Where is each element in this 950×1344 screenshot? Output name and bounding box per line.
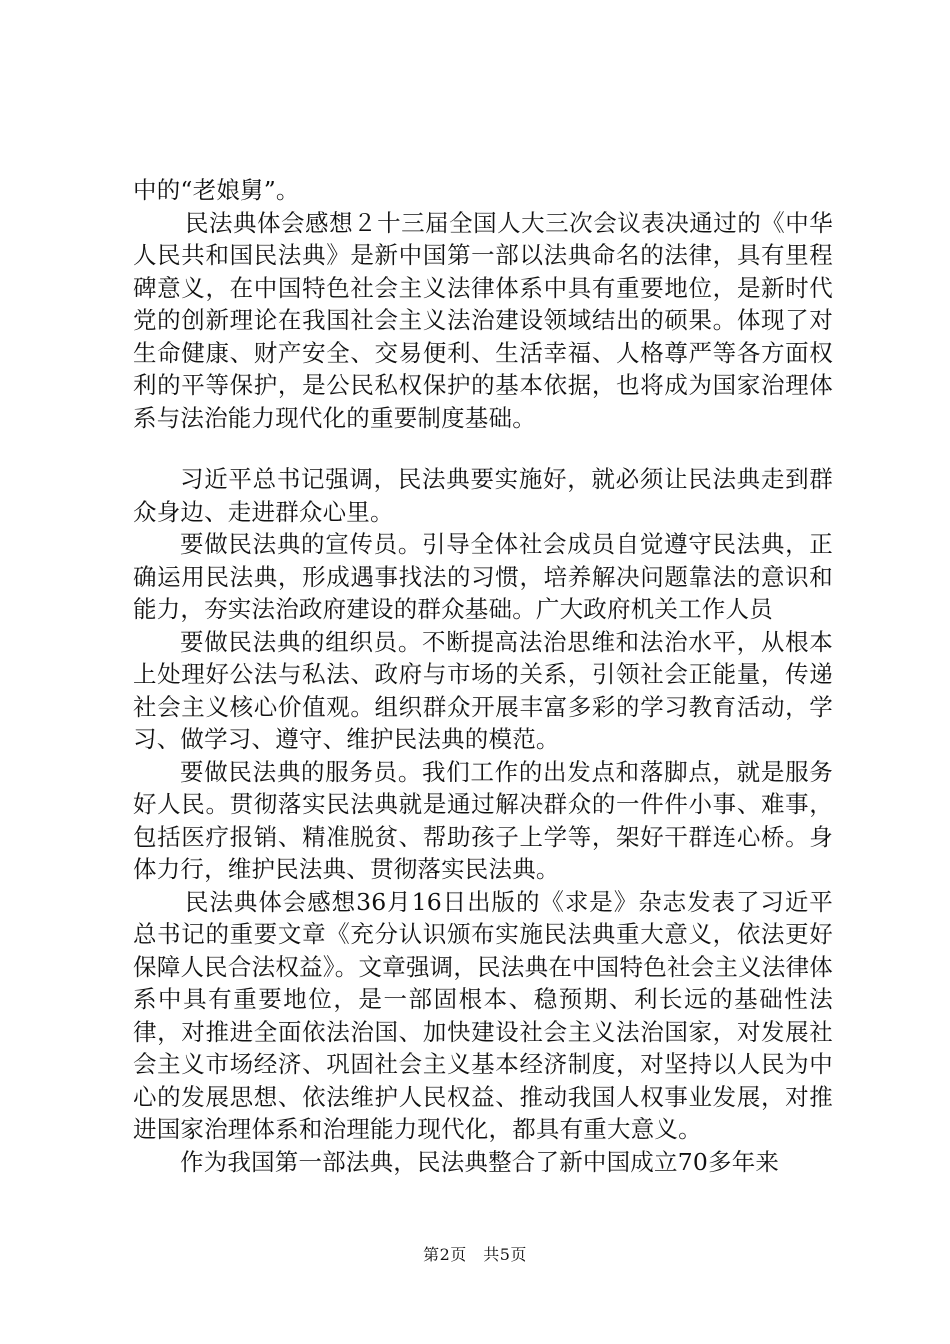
paragraph-continuation: 中的“老娘舅”。 xyxy=(133,176,300,204)
paragraph-xi-emphasis: 习近平总书记强调，民法典要实施好，就必须让民法典走到群众身边、走进群众心里。 xyxy=(133,465,833,526)
paragraph-organizer: 要做民法典的组织员。不断提高法治思维和法治水平，从根本上处理好公法与私法、政府与市场的关系，引领社会正能量，传递社会主义核心价值观。组织群众开展丰富多彩的学习教育活动，学习、做学习、遵守、维护民法典的模范。 xyxy=(133,627,833,753)
document-body xyxy=(133,174,833,1178)
paragraph-publicist: 要做民法典的宣传员。引导全体社会成员自觉遵守民法典，正确运用民法典，形成遇事找法的习惯，培养解决问题靠法的意识和能力，夯实法治政府建设的群众基础。广大政府机关工作人员 xyxy=(133,530,833,623)
paragraph-first-code: 作为我国第一部法典，民法典整合了新中国成立70多年来 xyxy=(180,1147,780,1176)
paragraph-impression-3: 民法典体会感想36月16日出版的《求是》杂志发表了习近平总书记的重要文章《充分认识颁布实施民法典重大意义，依法更好保障人民合法权益》。文章强调，民法典在中国特色社会主义法律体系中具有重要地位，是一部固根本、稳预期、利长远的基础性法律，对推进全面依法治国、加快建设社会主义法治国家，对发展社会主义市场经济、巩固社会主义基本经济制度，对坚持以人民为中心的发展思想、依法维护人民权益、推动我国人权事业发展，对推进国家治理体系和治理能力现代化，都具有重大意义。 xyxy=(133,887,833,1143)
paragraph-impression-2: 民法典体会感想２十三届全国人大三次会议表决通过的《中华人民共和国民法典》是新中国第一部以法典命名的法律，具有里程碑意义，在中国特色社会主义法律体系中具有重要地位，是新时代党的创新理论在我国社会主义法治建设领域结出的硕果。体现了对生命健康、财产安全、交易便利、生活幸福、人格尊严等各方面权利的平等保护，是公民私权保护的基本依据，也将成为国家治理体系与法治能力现代化的重要制度基础。 xyxy=(133,208,833,432)
page-number-footer: 第2页 共5页 xyxy=(423,1245,527,1264)
paragraph-servant: 要做民法典的服务员。我们工作的出发点和落脚点，就是服务好人民。贯彻落实民法典就是通过解决群众的一件件小事、难事，包括医疗报销、精准脱贫、帮助孩子上学等，架好干群连心桥。身体力行，维护民法典、贯彻落实民法典。 xyxy=(133,757,833,883)
